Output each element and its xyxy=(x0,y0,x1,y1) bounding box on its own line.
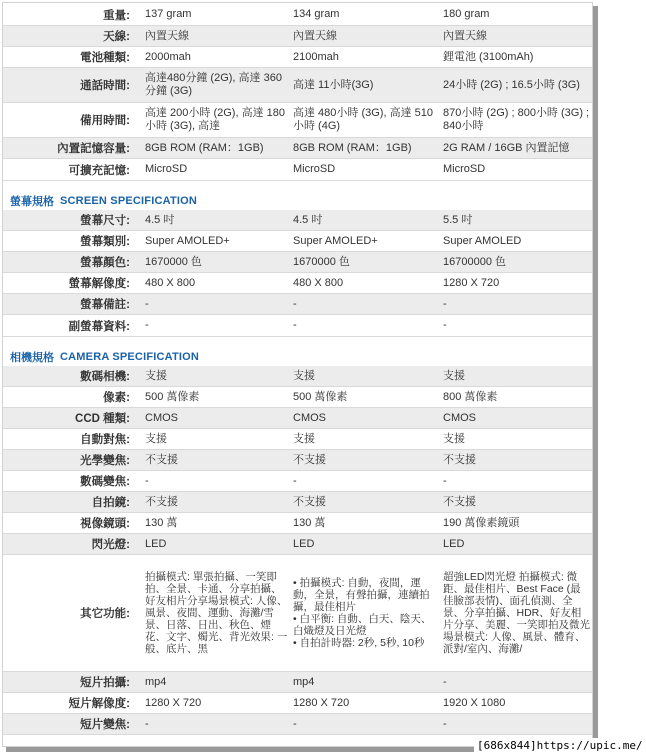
spec-value: 190 萬像素鏡頭 xyxy=(443,516,520,529)
spec-cell-col2 xyxy=(293,366,441,386)
spec-label: CCD 種類: xyxy=(75,413,130,425)
spec-value: MicroSD xyxy=(293,163,336,175)
spec-row xyxy=(3,672,592,693)
spec-cell-col1 xyxy=(145,210,291,230)
spec-cell-col3 xyxy=(443,534,590,554)
spec-cell-col1 xyxy=(145,534,291,554)
spec-label: 數碼相機: xyxy=(80,371,130,383)
spec-label: 數碼變焦: xyxy=(80,476,130,488)
spec-value: 137 gram xyxy=(145,8,192,20)
spec-row xyxy=(3,294,592,315)
spec-label: 螢幕解像度: xyxy=(68,278,130,290)
spec-value: 180 gram xyxy=(443,8,490,20)
spec-row xyxy=(3,252,592,273)
spec-cell-col3 xyxy=(443,408,590,428)
spec-value: 16700000 色 xyxy=(443,255,506,268)
spec-row xyxy=(3,693,592,714)
spec-row xyxy=(3,513,592,534)
spec-value: 480 X 800 xyxy=(293,276,344,289)
spec-label: 重量: xyxy=(103,9,130,22)
spec-value: 支援 xyxy=(293,369,315,382)
spec-cell-col2 xyxy=(293,492,441,512)
spec-cell-col3 xyxy=(443,513,590,533)
spec-value: - xyxy=(293,717,297,730)
spec-value: 1920 X 1080 xyxy=(443,696,506,709)
spec-value: - xyxy=(443,474,447,487)
spec-label: 閃光燈: xyxy=(91,539,130,551)
spec-value: 8GB ROM (RAM：1GB) xyxy=(293,141,412,154)
spec-value: mp4 xyxy=(145,675,167,688)
spec-row xyxy=(3,4,592,26)
spec-label: 其它功能: xyxy=(80,608,130,620)
spec-cell-col3 xyxy=(443,429,590,449)
spec-cell-col1 xyxy=(145,231,291,251)
spec-value: - xyxy=(443,717,447,730)
spec-cell-col2 xyxy=(293,408,441,428)
spec-cell-col1 xyxy=(145,68,291,102)
section-heading xyxy=(10,191,197,211)
spec-cell-col3 xyxy=(443,471,590,491)
spec-row xyxy=(3,471,592,492)
spec-value: 超強LED閃光燈 拍攝模式: 微距、最佳相片、Best Face (最佳臉部表情)、面孔偵測、全景、分享拍攝、HDR、好友相片分享、美麗、一笑即拍及微光 場景模式: 人像、風景、體育、派對/室內、海灘/ xyxy=(443,571,590,655)
spec-value: CMOS xyxy=(443,411,476,424)
spec-label: 螢幕備註: xyxy=(80,299,130,311)
spec-cell-col2 xyxy=(293,387,441,407)
spec-value: - xyxy=(293,297,297,310)
spec-cell-col3 xyxy=(443,273,590,293)
section-heading xyxy=(10,347,199,367)
spec-value: CMOS xyxy=(293,411,326,424)
spec-row xyxy=(3,714,592,735)
spec-cell-col1 xyxy=(145,103,291,137)
spec-cell-col1 xyxy=(145,471,291,491)
spec-label: 通話時間: xyxy=(80,80,130,92)
spec-value: 高達 480小時 (3G), 高達 510小時 (4G) xyxy=(293,107,433,132)
spec-cell-col1 xyxy=(145,138,291,158)
spec-row xyxy=(3,138,592,159)
spec-row xyxy=(3,47,592,68)
spec-cell-col1 xyxy=(145,273,291,293)
spec-value: Super AMOLED xyxy=(443,234,522,247)
spec-row xyxy=(3,408,592,429)
spec-row xyxy=(3,231,592,252)
spec-cell-col1 xyxy=(145,693,291,713)
spec-value: 1670000 色 xyxy=(145,255,202,268)
spec-label: 螢幕顏色: xyxy=(80,257,130,269)
spec-value: 2000mah xyxy=(145,50,191,63)
spec-label: 備用時間: xyxy=(80,115,130,127)
spec-value: 800 萬像素 xyxy=(443,390,498,403)
spec-cell-col2 xyxy=(293,294,441,314)
spec-cell-col1 xyxy=(145,714,291,734)
spec-cell-col2 xyxy=(293,68,441,102)
spec-value: 內置天線 xyxy=(145,29,189,42)
spec-label: 螢幕類別: xyxy=(80,236,130,248)
spec-cell-col1 xyxy=(145,513,291,533)
spec-value: 130 萬 xyxy=(145,516,178,529)
spec-row xyxy=(3,366,592,387)
spec-value: 870小時 (2G) ; 800小時 (3G) ; 840小時 xyxy=(443,107,590,132)
spec-label: 視像鏡頭: xyxy=(80,518,130,530)
spec-value: 內置天線 xyxy=(293,29,337,42)
spec-value: - xyxy=(145,297,149,310)
spec-row xyxy=(3,68,592,103)
spec-cell-col1 xyxy=(145,294,291,314)
spec-cell-col3 xyxy=(443,4,590,25)
spec-cell-col3 xyxy=(443,693,590,713)
spec-value: 1280 X 720 xyxy=(145,696,202,709)
spec-cell-col2 xyxy=(293,429,441,449)
spec-value: 1280 X 720 xyxy=(293,696,350,709)
spec-value: 8GB ROM (RAM：1GB) xyxy=(145,141,264,154)
spec-cell-col2 xyxy=(293,450,441,470)
spec-value: - xyxy=(145,717,149,730)
spec-value: 130 萬 xyxy=(293,516,326,529)
spec-cell-col1 xyxy=(145,672,291,692)
spec-row xyxy=(3,103,592,138)
spec-cell-col2 xyxy=(293,534,441,554)
spec-value: 內置天線 xyxy=(443,29,487,42)
section-title-cn: 相機規格 xyxy=(10,352,54,364)
spec-cell-col3 xyxy=(443,672,590,692)
spec-cell-col3 xyxy=(443,492,590,512)
spec-value: 480 X 800 xyxy=(145,276,196,289)
spec-cell-col3 xyxy=(443,138,590,158)
spec-cell-col3 xyxy=(443,450,590,470)
spec-cell-col3 xyxy=(443,210,590,230)
spec-cell-col1 xyxy=(145,366,291,386)
spec-value: 高達 11小時(3G) xyxy=(293,78,374,91)
spec-cell-col3 xyxy=(443,315,590,336)
spec-value: LED xyxy=(443,537,465,550)
spec-value: 2100mah xyxy=(293,50,339,63)
spec-cell-col2 xyxy=(293,315,441,336)
spec-row xyxy=(3,315,592,337)
spec-cell-col2 xyxy=(293,26,441,46)
spec-value: - xyxy=(293,474,297,487)
spec-row xyxy=(3,387,592,408)
spec-row xyxy=(3,429,592,450)
spec-label: 短片解像度: xyxy=(68,698,130,710)
spec-value: 4.5 吋 xyxy=(293,213,323,226)
spec-cell-col2 xyxy=(293,471,441,491)
spec-row xyxy=(3,159,592,181)
spec-value: • 拍攝模式: 自動，夜間，運動，全景，有聲拍攝，連續拍攝，最佳相片 • 白平衡: 自動、白天、陰天、白熾燈及日光燈 • 自拍計時器: 2秒, 5秒, 10秒 xyxy=(293,577,432,649)
spec-cell-col2 xyxy=(293,252,441,272)
upload-watermark: [686x844]https://upic.me/ xyxy=(474,738,646,754)
spec-cell-col2 xyxy=(293,231,441,251)
spec-cell-col3 xyxy=(443,294,590,314)
spec-cell-col3 xyxy=(443,47,590,67)
spec-cell-col2 xyxy=(293,693,441,713)
spec-value: 不支援 xyxy=(145,495,178,508)
spec-value: - xyxy=(293,319,297,331)
spec-label: 螢幕尺寸: xyxy=(80,215,130,227)
spec-value: 4.5 吋 xyxy=(145,213,175,226)
spec-value: 134 gram xyxy=(293,8,340,20)
spec-row xyxy=(3,492,592,513)
spec-value: Super AMOLED+ xyxy=(293,234,378,247)
spec-value: LED xyxy=(145,537,167,550)
spec-cell-col1 xyxy=(145,387,291,407)
spec-value: 支援 xyxy=(145,369,167,382)
spec-label: 自動對焦: xyxy=(80,434,130,446)
spec-cell-col1 xyxy=(145,450,291,470)
spec-value: 拍攝模式: 單張拍攝、一笑即拍、全景、卡通、分享拍攝、好友相片分享場景模式: 人像、風景、夜間、運動、海灘/雪景、日落、日出、秋色、煙花、文字、燭光、背光效果: 一般、底片、黑 xyxy=(145,571,288,655)
spec-value: 支援 xyxy=(443,432,465,445)
spec-value: 支援 xyxy=(443,369,465,382)
spec-value: 高達480分鐘 (2G), 高達 360 分鐘 (3G) xyxy=(145,72,282,97)
spec-label: 光學變焦: xyxy=(80,455,130,467)
spec-value: - xyxy=(443,675,447,688)
spec-value: LED xyxy=(293,537,315,550)
spec-cell-col3 xyxy=(443,68,590,102)
spec-value: Super AMOLED+ xyxy=(145,234,230,247)
spec-value: 鋰電池 (3100mAh) xyxy=(443,50,534,63)
spec-value: 24小時 (2G) ; 16.5小時 (3G) xyxy=(443,78,580,91)
spec-label: 副螢幕資料: xyxy=(68,320,130,333)
spec-label: 像素: xyxy=(103,392,130,404)
spec-value: 不支援 xyxy=(293,495,326,508)
spec-row xyxy=(3,210,592,231)
spec-value: 500 萬像素 xyxy=(293,390,348,403)
spec-value: 500 萬像素 xyxy=(145,390,200,403)
spec-cell-col3 xyxy=(443,103,590,137)
spec-value: - xyxy=(443,319,447,331)
spec-cell-col3 xyxy=(443,231,590,251)
spec-cell-col3 xyxy=(443,26,590,46)
spec-cell-col1 xyxy=(145,555,291,671)
spec-row xyxy=(3,450,592,471)
spec-cell-col1 xyxy=(145,159,291,180)
spec-label: 自拍鏡: xyxy=(91,497,130,509)
spec-cell-col2 xyxy=(293,138,441,158)
spec-value: MicroSD xyxy=(443,163,486,175)
spec-cell-col2 xyxy=(293,513,441,533)
spec-value: - xyxy=(145,474,149,487)
spec-cell-col2 xyxy=(293,714,441,734)
frame-shadow-right xyxy=(593,6,598,751)
spec-value: MicroSD xyxy=(145,163,188,175)
spec-value: - xyxy=(443,297,447,310)
spec-label: 內置記憶容量: xyxy=(57,143,130,155)
spec-value: CMOS xyxy=(145,411,178,424)
spec-label: 可擴充記憶: xyxy=(68,164,130,177)
spec-value: 2G RAM / 16GB 內置記憶 xyxy=(443,141,570,154)
spec-value: 支援 xyxy=(293,432,315,445)
spec-value: 不支援 xyxy=(145,453,178,466)
spec-value: 1280 X 720 xyxy=(443,276,500,289)
spec-cell-col3 xyxy=(443,159,590,180)
spec-value: 高達 200小時 (2G), 高達 180小時 (3G), 高達 xyxy=(145,107,285,132)
spec-cell-col3 xyxy=(443,252,590,272)
spec-value: mp4 xyxy=(293,675,315,688)
spec-cell-col2 xyxy=(293,555,441,671)
spec-label: 天線: xyxy=(103,31,130,43)
spec-value: 不支援 xyxy=(293,453,326,466)
spec-value: 5.5 吋 xyxy=(443,213,473,226)
spec-value: 不支援 xyxy=(443,453,476,466)
spec-row xyxy=(3,26,592,47)
spec-cell-col1 xyxy=(145,252,291,272)
spec-cell-col2 xyxy=(293,273,441,293)
spec-row xyxy=(3,273,592,294)
spec-cell-col3 xyxy=(443,555,590,671)
spec-cell-col2 xyxy=(293,159,441,180)
section-title-en: SCREEN SPECIFICATION xyxy=(60,195,198,207)
spec-row xyxy=(3,555,592,672)
spec-label: 電池種類: xyxy=(80,52,130,64)
spec-cell-col1 xyxy=(145,315,291,336)
spec-row xyxy=(3,534,592,555)
spec-label: 短片變焦: xyxy=(80,719,130,731)
spec-cell-col2 xyxy=(293,103,441,137)
spec-value: 支援 xyxy=(145,432,167,445)
spec-cell-col3 xyxy=(443,366,590,386)
spec-cell-col1 xyxy=(145,429,291,449)
spec-cell-col3 xyxy=(443,387,590,407)
spec-label: 短片拍攝: xyxy=(80,677,130,689)
spec-cell-col2 xyxy=(293,47,441,67)
spec-value: 不支援 xyxy=(443,495,476,508)
spec-cell-col2 xyxy=(293,4,441,25)
spec-cell-col2 xyxy=(293,672,441,692)
spec-cell-col1 xyxy=(145,492,291,512)
spec-cell-col3 xyxy=(443,714,590,734)
spec-value: 1670000 色 xyxy=(293,255,350,268)
section-title-en: CAMERA SPECIFICATION xyxy=(60,351,200,363)
spec-cell-col1 xyxy=(145,47,291,67)
spec-cell-col1 xyxy=(145,26,291,46)
spec-cell-col1 xyxy=(145,4,291,25)
spec-cell-col2 xyxy=(293,210,441,230)
spec-cell-col1 xyxy=(145,408,291,428)
section-title-cn: 螢幕規格 xyxy=(10,196,54,208)
spec-value: - xyxy=(145,319,149,331)
